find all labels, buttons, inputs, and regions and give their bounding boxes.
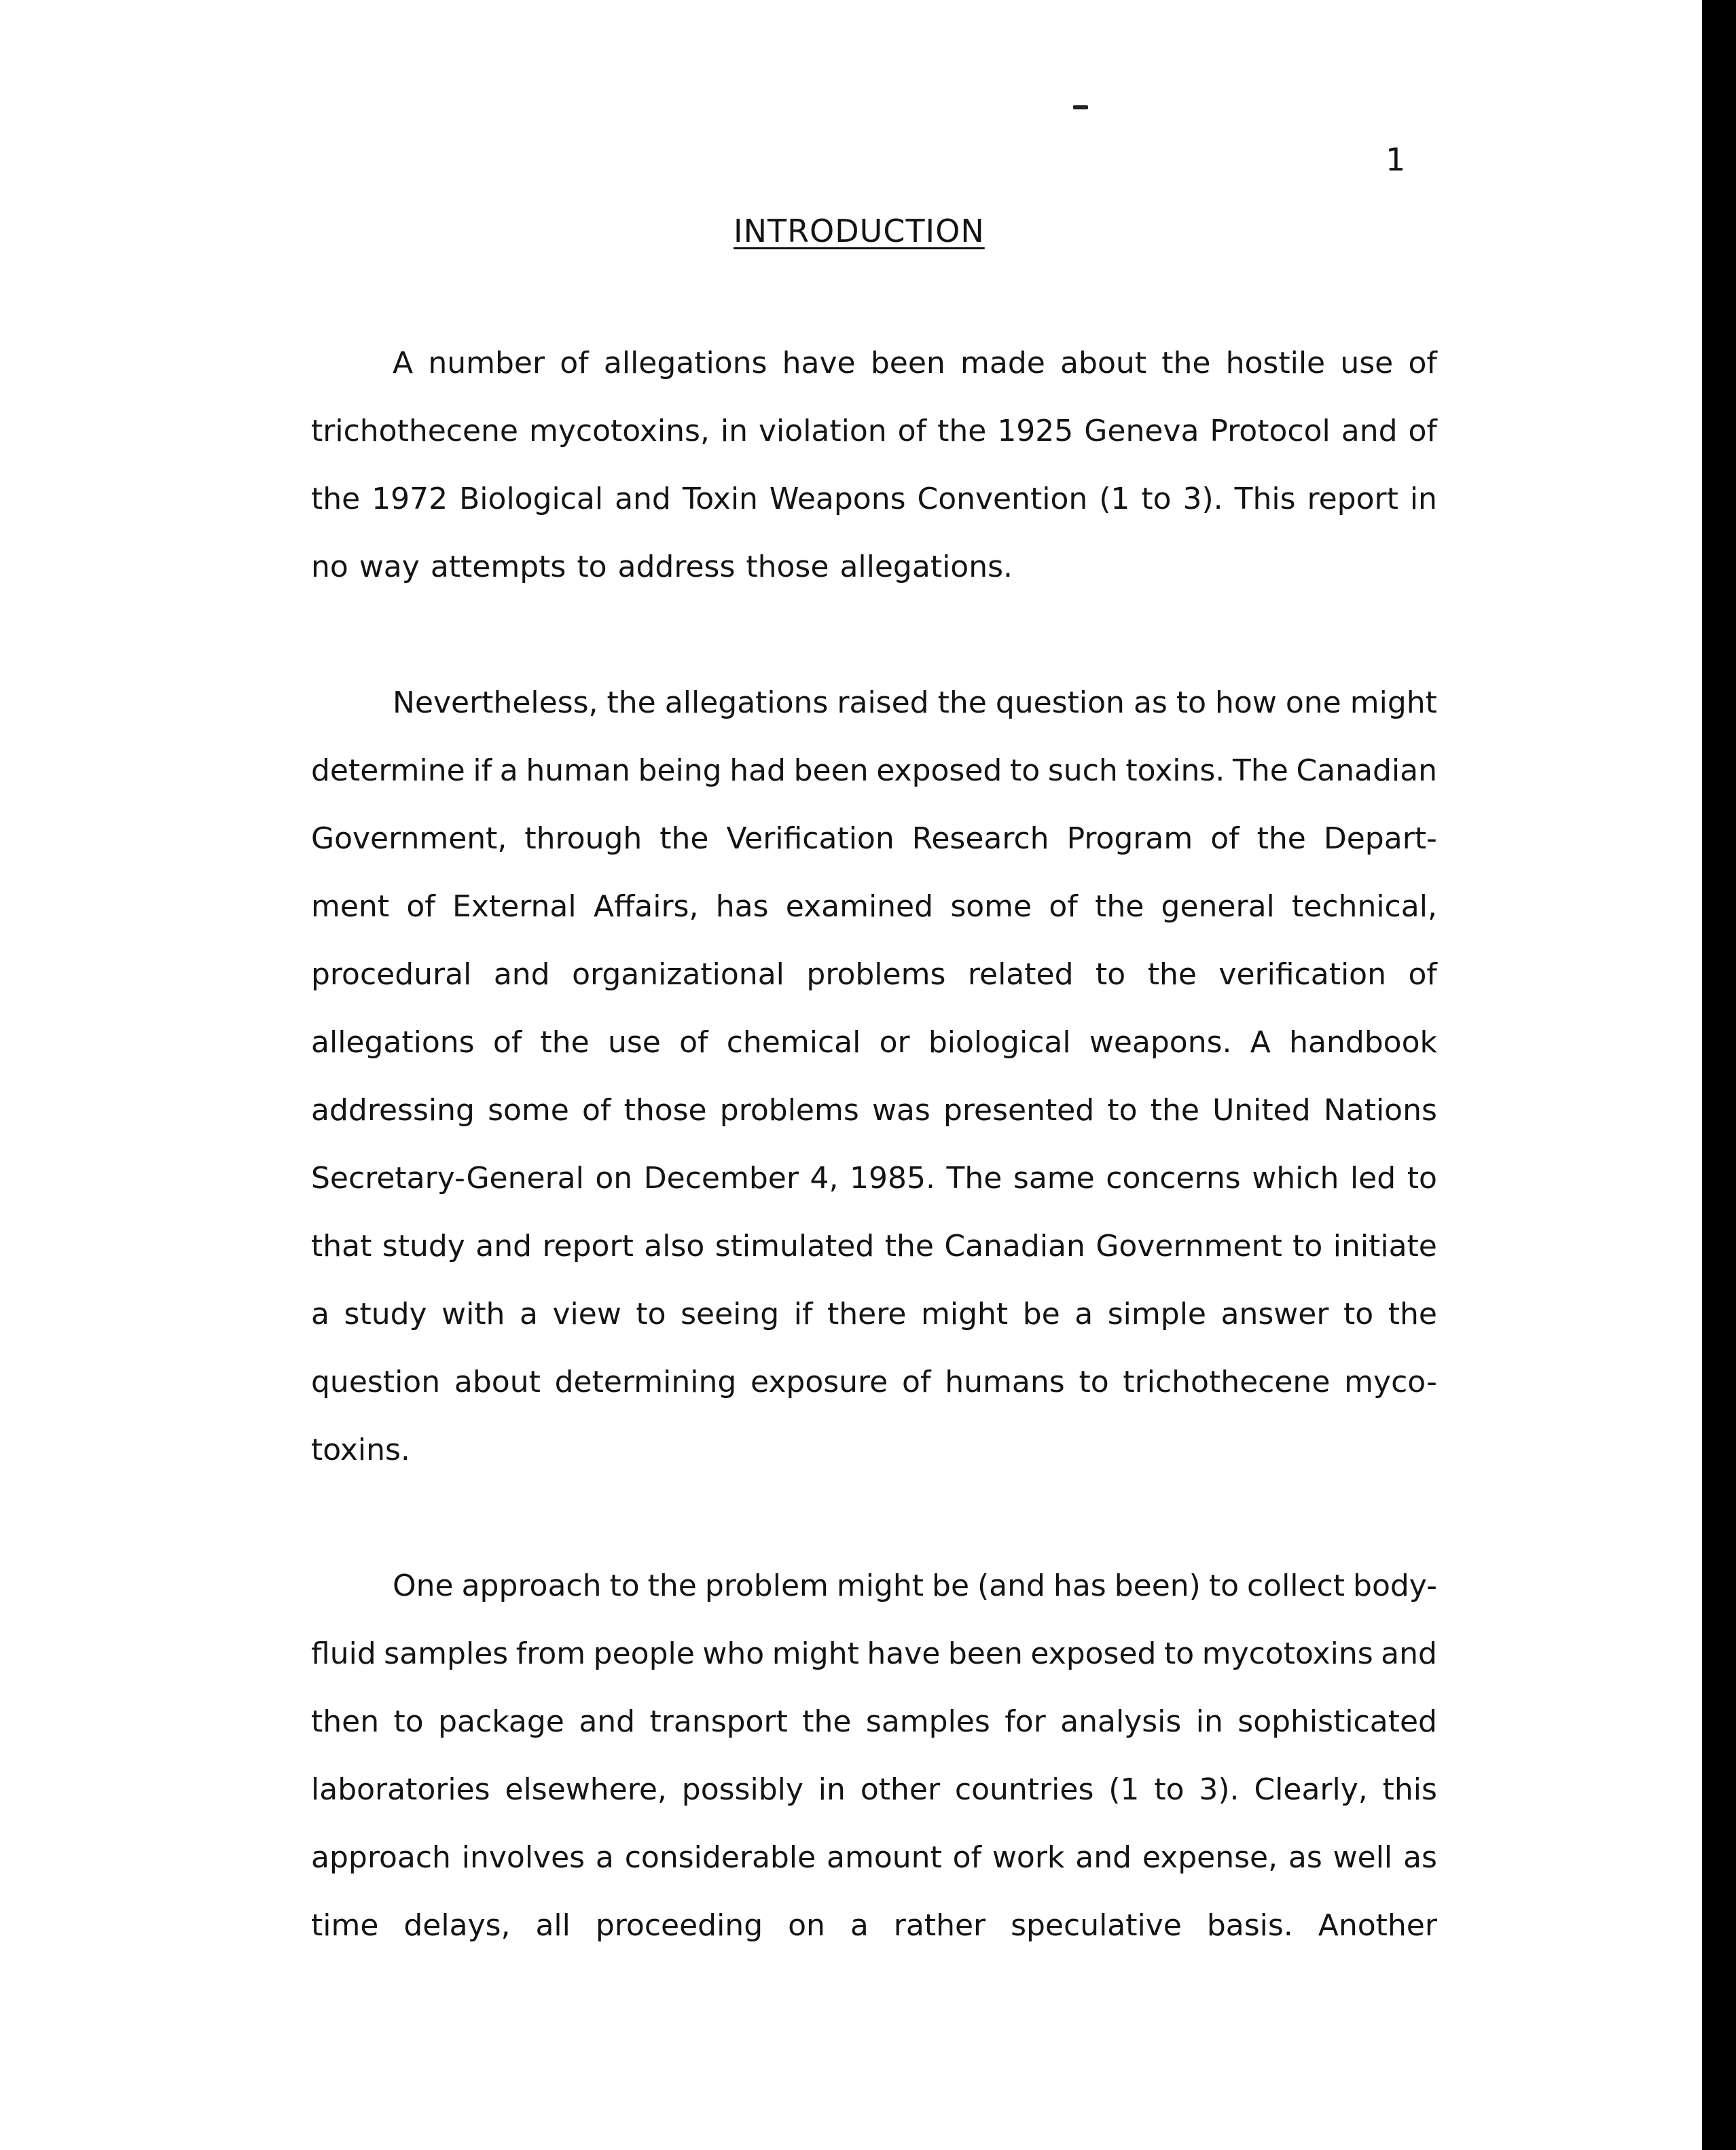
text-line bbox=[311, 1892, 1437, 1960]
word: handbook bbox=[1289, 1025, 1437, 1060]
word: the bbox=[311, 482, 361, 516]
word: Research bbox=[911, 821, 1049, 856]
word: and bbox=[1381, 1636, 1437, 1671]
word: rather bbox=[893, 1908, 986, 1943]
word: exposed bbox=[876, 753, 1002, 788]
word: the bbox=[1256, 821, 1306, 856]
word: Another bbox=[1318, 1908, 1437, 1943]
word: how bbox=[1215, 685, 1277, 720]
text-line bbox=[311, 1620, 1437, 1688]
word: if bbox=[793, 1297, 813, 1331]
word: proceeding bbox=[595, 1908, 763, 1943]
word: to bbox=[1292, 1229, 1323, 1264]
word: been bbox=[870, 346, 945, 380]
word: been bbox=[793, 753, 869, 788]
word: allegations bbox=[311, 1025, 475, 1060]
word: The bbox=[946, 1161, 1002, 1196]
word: Protocol bbox=[1210, 414, 1331, 448]
word: mycotoxins bbox=[1201, 1636, 1373, 1671]
word: transport bbox=[649, 1704, 788, 1739]
word: A bbox=[1250, 1025, 1271, 1060]
text-line bbox=[311, 1280, 1437, 1348]
word: seeing bbox=[681, 1297, 780, 1331]
word: toxins. bbox=[311, 1433, 410, 1467]
word: a bbox=[520, 1297, 538, 1331]
word: made bbox=[960, 346, 1045, 380]
text-line bbox=[311, 1348, 1437, 1416]
word: the bbox=[540, 1025, 590, 1060]
text-line bbox=[311, 1756, 1437, 1824]
word: study bbox=[382, 1229, 465, 1264]
word: 1925 bbox=[997, 414, 1074, 448]
word: 1972 bbox=[372, 482, 448, 516]
word: number bbox=[428, 346, 545, 380]
section-heading: INTRODUCTION bbox=[734, 213, 985, 249]
text-line bbox=[311, 329, 1437, 397]
word: of bbox=[492, 1025, 522, 1060]
word: on bbox=[788, 1908, 825, 1943]
word: One bbox=[393, 1569, 454, 1603]
word: led bbox=[1350, 1161, 1396, 1196]
text-line bbox=[311, 1688, 1437, 1756]
word: a bbox=[850, 1908, 869, 1943]
word: the bbox=[802, 1704, 852, 1739]
word: problems bbox=[719, 1093, 859, 1128]
word: of bbox=[1210, 821, 1240, 856]
word: Canadian bbox=[1296, 753, 1437, 788]
word: been) bbox=[1114, 1569, 1201, 1603]
page-number: 1 bbox=[1386, 141, 1406, 178]
text-line bbox=[311, 669, 1437, 737]
word: that bbox=[311, 1229, 372, 1264]
word: simple bbox=[1107, 1297, 1206, 1331]
word: same bbox=[1013, 1161, 1095, 1196]
paragraph-1 bbox=[311, 329, 1437, 601]
text-line bbox=[311, 941, 1437, 1009]
word: on bbox=[595, 1161, 633, 1196]
word: allegations. bbox=[839, 550, 1013, 584]
word: of bbox=[952, 1840, 982, 1875]
word: analysis bbox=[1060, 1704, 1182, 1739]
word: weapons. bbox=[1089, 1025, 1232, 1060]
word: of bbox=[406, 889, 435, 924]
word: question bbox=[995, 685, 1125, 720]
word: to bbox=[1107, 1093, 1138, 1128]
word: package bbox=[438, 1704, 564, 1739]
word: Verification bbox=[726, 821, 894, 856]
word: presented bbox=[943, 1093, 1095, 1128]
word: A bbox=[393, 346, 414, 380]
word: 3). bbox=[1182, 482, 1223, 516]
word: answer bbox=[1220, 1297, 1329, 1331]
text-line bbox=[311, 805, 1437, 873]
word: December bbox=[643, 1161, 799, 1196]
word: to bbox=[1096, 957, 1126, 992]
word: general bbox=[1161, 889, 1275, 924]
word: use bbox=[607, 1025, 661, 1060]
word: or bbox=[879, 1025, 910, 1060]
word: to bbox=[1164, 1636, 1195, 1671]
word: 1985. bbox=[850, 1161, 935, 1196]
word: and bbox=[579, 1704, 636, 1739]
word: Weapons bbox=[769, 482, 906, 516]
word: of bbox=[1049, 889, 1078, 924]
word: myco- bbox=[1344, 1365, 1437, 1399]
word: to bbox=[1176, 685, 1207, 720]
word: of bbox=[1408, 414, 1437, 448]
word: (1 bbox=[1108, 1772, 1140, 1807]
text-line bbox=[311, 1552, 1437, 1620]
word: had bbox=[729, 753, 786, 788]
word: to bbox=[636, 1297, 666, 1331]
word: basis. bbox=[1206, 1908, 1293, 1943]
word: involves bbox=[461, 1840, 585, 1875]
word: ment bbox=[311, 889, 390, 924]
word: Clearly, bbox=[1254, 1772, 1368, 1807]
word: to bbox=[1010, 753, 1041, 788]
word: address bbox=[617, 550, 736, 584]
word: be bbox=[932, 1569, 970, 1603]
word: question bbox=[311, 1365, 441, 1399]
text-line bbox=[311, 465, 1437, 533]
word: stimulated bbox=[715, 1229, 875, 1264]
word: Government bbox=[1096, 1229, 1282, 1264]
word: such bbox=[1047, 753, 1118, 788]
word: this bbox=[1382, 1772, 1437, 1807]
text-line bbox=[311, 1145, 1437, 1213]
word: Biological bbox=[459, 482, 604, 516]
word: all bbox=[535, 1908, 571, 1943]
word: have bbox=[782, 346, 856, 380]
word: collect bbox=[1246, 1569, 1345, 1603]
text-line bbox=[311, 1213, 1437, 1280]
word: Depart- bbox=[1323, 821, 1437, 856]
word: has bbox=[715, 889, 769, 924]
word: work bbox=[992, 1840, 1065, 1875]
scan-border bbox=[1702, 0, 1736, 2150]
word: also bbox=[644, 1229, 705, 1264]
word: exposed bbox=[1030, 1636, 1157, 1671]
word: the bbox=[884, 1229, 934, 1264]
text-line bbox=[311, 1416, 1437, 1484]
word: Toxin bbox=[682, 482, 758, 516]
word: External bbox=[452, 889, 577, 924]
word: the bbox=[659, 821, 709, 856]
word: for bbox=[1005, 1704, 1046, 1739]
paragraph-3 bbox=[311, 1552, 1437, 1960]
word: might bbox=[772, 1636, 859, 1671]
word: might bbox=[920, 1297, 1009, 1331]
word: samples bbox=[865, 1704, 990, 1739]
word: through bbox=[524, 821, 643, 856]
word: mycotoxins, bbox=[529, 414, 710, 448]
word: in bbox=[720, 414, 748, 448]
word: use bbox=[1340, 346, 1394, 380]
word: as bbox=[1133, 685, 1168, 720]
word: to bbox=[1343, 1297, 1374, 1331]
word: countries bbox=[954, 1772, 1094, 1807]
paragraph-2 bbox=[311, 669, 1437, 1484]
word: been bbox=[947, 1636, 1023, 1671]
word: who bbox=[702, 1636, 765, 1671]
word: and bbox=[1341, 414, 1398, 448]
word: in bbox=[818, 1772, 846, 1807]
word: of bbox=[897, 414, 927, 448]
text-line bbox=[311, 397, 1437, 465]
word: view bbox=[552, 1297, 621, 1331]
word: delays, bbox=[403, 1908, 511, 1943]
text-line bbox=[311, 873, 1437, 941]
word: of bbox=[679, 1025, 708, 1060]
word: trichothecene bbox=[1123, 1365, 1331, 1399]
word: amount bbox=[827, 1840, 942, 1875]
word: way bbox=[359, 550, 420, 584]
word: Secretary-General bbox=[311, 1161, 584, 1196]
word: determining bbox=[554, 1365, 737, 1399]
word: speculative bbox=[1011, 1908, 1182, 1943]
word: the bbox=[1095, 889, 1144, 924]
word: violation bbox=[759, 414, 887, 448]
word: and bbox=[493, 957, 550, 992]
word: as bbox=[1403, 1840, 1437, 1875]
text-line bbox=[311, 737, 1437, 805]
text-line bbox=[311, 1824, 1437, 1892]
word: concerns bbox=[1106, 1161, 1241, 1196]
word: report bbox=[1307, 482, 1398, 516]
word: the bbox=[1150, 1093, 1199, 1128]
word: biological bbox=[928, 1025, 1071, 1060]
word: the bbox=[607, 685, 656, 720]
word: to bbox=[393, 1704, 424, 1739]
text-line bbox=[311, 1077, 1437, 1145]
word: to bbox=[1079, 1365, 1109, 1399]
word: has bbox=[1053, 1569, 1106, 1603]
word: sophisticated bbox=[1237, 1704, 1437, 1739]
text-line bbox=[311, 533, 1437, 601]
scan-speck bbox=[1073, 105, 1088, 109]
word: a bbox=[311, 1297, 329, 1331]
word: Government, bbox=[311, 821, 507, 856]
text-line bbox=[311, 1009, 1437, 1077]
word: the bbox=[647, 1569, 697, 1603]
word: to bbox=[1154, 1772, 1185, 1807]
word: one bbox=[1285, 685, 1341, 720]
word: the bbox=[1161, 346, 1211, 380]
word: This bbox=[1234, 482, 1296, 516]
word: and bbox=[475, 1229, 532, 1264]
word: about bbox=[454, 1365, 541, 1399]
word: a bbox=[595, 1840, 614, 1875]
word: of bbox=[1408, 957, 1437, 992]
word: Nations bbox=[1323, 1093, 1437, 1128]
word: The bbox=[1232, 753, 1288, 788]
word: problem bbox=[704, 1569, 829, 1603]
word: hostile bbox=[1225, 346, 1326, 380]
word: to bbox=[1208, 1569, 1239, 1603]
word: then bbox=[311, 1704, 380, 1739]
word: might bbox=[1350, 685, 1437, 720]
word: time bbox=[311, 1908, 379, 1943]
word: allegations bbox=[664, 685, 829, 720]
word: raised bbox=[837, 685, 929, 720]
word: humans bbox=[945, 1365, 1065, 1399]
word: of bbox=[902, 1365, 931, 1399]
word: expense, bbox=[1142, 1840, 1278, 1875]
word: allegations bbox=[603, 346, 767, 380]
word: those bbox=[623, 1093, 707, 1128]
word: attempts bbox=[430, 550, 566, 584]
word: considerable bbox=[624, 1840, 816, 1875]
word: of bbox=[1408, 346, 1437, 380]
word: the bbox=[1388, 1297, 1437, 1331]
word: from bbox=[516, 1636, 586, 1671]
word: samples bbox=[384, 1636, 509, 1671]
word: the bbox=[937, 685, 987, 720]
word: Canadian bbox=[944, 1229, 1085, 1264]
word: no bbox=[311, 550, 348, 584]
word: other bbox=[860, 1772, 941, 1807]
word: technical, bbox=[1292, 889, 1437, 924]
word: fluid bbox=[311, 1636, 376, 1671]
word: with bbox=[441, 1297, 505, 1331]
word: 4, bbox=[810, 1161, 839, 1196]
word: procedural bbox=[311, 957, 472, 992]
word: have bbox=[867, 1636, 941, 1671]
word: which bbox=[1252, 1161, 1339, 1196]
word: to bbox=[1407, 1161, 1437, 1196]
word: to bbox=[1141, 482, 1172, 516]
word: human bbox=[526, 753, 630, 788]
word: (1 bbox=[1099, 482, 1130, 516]
word: approach bbox=[311, 1840, 451, 1875]
word: and bbox=[615, 482, 671, 516]
word: body- bbox=[1353, 1569, 1437, 1603]
word: a bbox=[1074, 1297, 1093, 1331]
word: determine bbox=[311, 753, 465, 788]
word: there bbox=[827, 1297, 907, 1331]
word: of bbox=[560, 346, 589, 380]
word: was bbox=[871, 1093, 930, 1128]
word: of bbox=[582, 1093, 611, 1128]
word: problems bbox=[806, 957, 946, 992]
word: be bbox=[1022, 1297, 1060, 1331]
word: trichothecene bbox=[311, 414, 518, 448]
word: people bbox=[593, 1636, 695, 1671]
word: initiate bbox=[1333, 1229, 1437, 1264]
word: to bbox=[609, 1569, 640, 1603]
word: United bbox=[1212, 1093, 1311, 1128]
word: a bbox=[499, 753, 518, 788]
word: well bbox=[1333, 1840, 1393, 1875]
word: organizational bbox=[572, 957, 784, 992]
word: the bbox=[1147, 957, 1197, 992]
word: approach bbox=[461, 1569, 602, 1603]
word: (and bbox=[977, 1569, 1045, 1603]
word: if bbox=[473, 753, 492, 788]
word: verification bbox=[1218, 957, 1386, 992]
word: some bbox=[488, 1093, 569, 1128]
word: in bbox=[1195, 1704, 1223, 1739]
word: examined bbox=[785, 889, 934, 924]
word: in bbox=[1409, 482, 1437, 516]
word: Affairs, bbox=[593, 889, 699, 924]
word: those bbox=[746, 550, 829, 584]
word: might bbox=[836, 1569, 924, 1603]
word: exposure bbox=[751, 1365, 888, 1399]
word: about bbox=[1060, 346, 1146, 380]
word: and bbox=[1075, 1840, 1132, 1875]
word: laboratories bbox=[311, 1772, 490, 1807]
word: 3). bbox=[1199, 1772, 1240, 1807]
word: Program bbox=[1066, 821, 1193, 856]
word: chemical bbox=[726, 1025, 861, 1060]
word: possibly bbox=[681, 1772, 803, 1807]
word: the bbox=[937, 414, 987, 448]
word: some bbox=[950, 889, 1032, 924]
word: addressing bbox=[311, 1093, 475, 1128]
word: being bbox=[638, 753, 722, 788]
word: Geneva bbox=[1084, 414, 1199, 448]
word: as bbox=[1288, 1840, 1322, 1875]
word: to bbox=[577, 550, 607, 584]
word: study bbox=[344, 1297, 427, 1331]
word: Nevertheless, bbox=[393, 685, 598, 720]
word: report bbox=[542, 1229, 634, 1264]
word: related bbox=[967, 957, 1074, 992]
word: toxins. bbox=[1125, 753, 1225, 788]
word: Convention bbox=[917, 482, 1088, 516]
word: elsewhere, bbox=[505, 1772, 667, 1807]
